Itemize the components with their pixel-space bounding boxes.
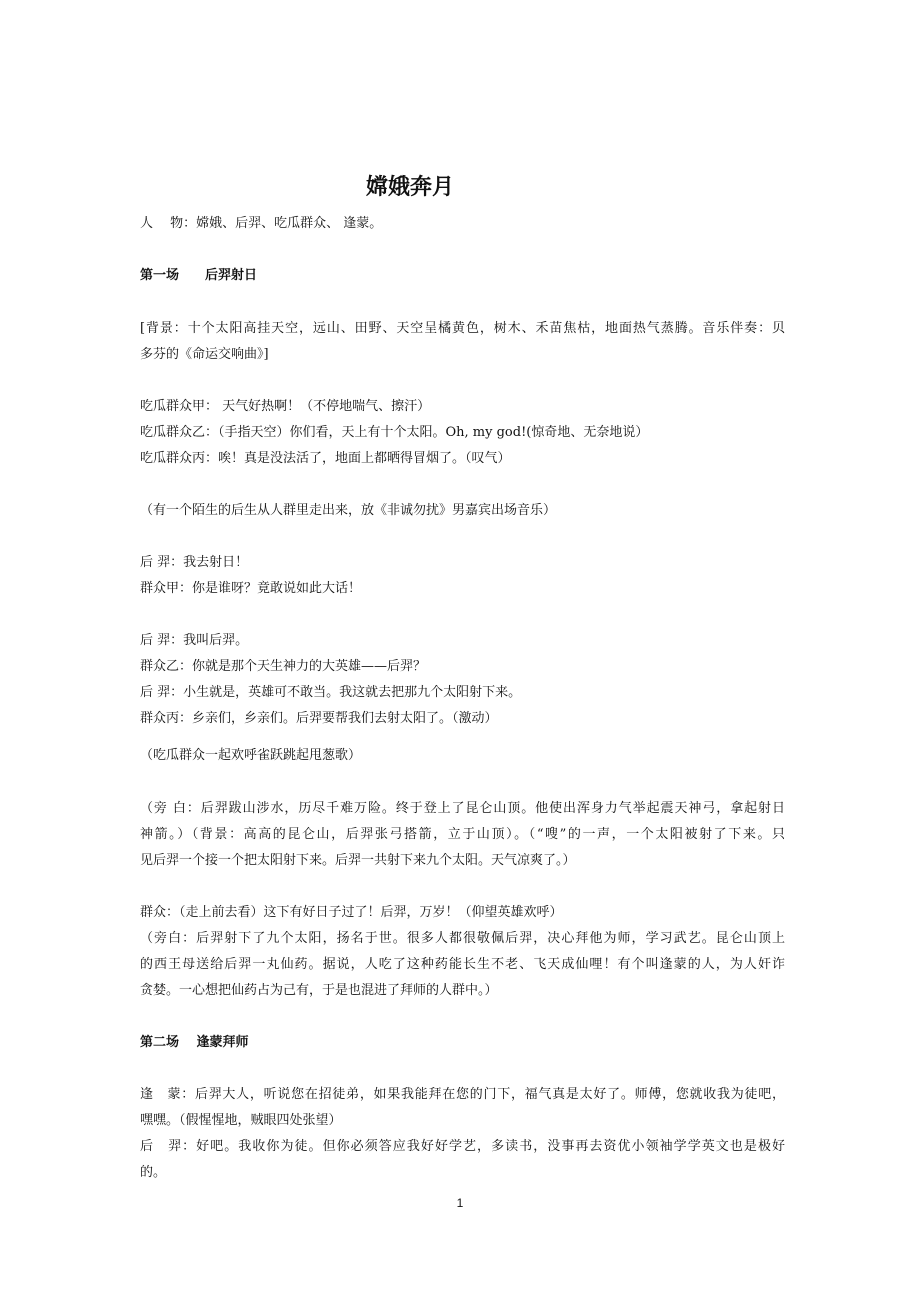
narration-line: 贪婪。一心想把仙药占为己有，于是也混进了拜师的人群中。） — [140, 983, 498, 998]
dialogue-line: 吃瓜群众乙：（手指天空）你们看，天上有十个太阳。Oh, my god!(惊奇地、无奈地说） — [140, 425, 649, 440]
scene-2-heading: 第二场 逢蒙拜师 — [140, 1035, 249, 1050]
page-number: 1 — [456, 1196, 464, 1210]
dialogue-line: 嘿嘿。（假惺惺地，贼眼四处张望） — [140, 1113, 342, 1128]
narration-line: 见后羿一个接一个把太阳射下来。后羿一共射下来九个太阳。天气凉爽了。） — [140, 853, 576, 868]
dialogue-line: 后 羿：好吧。我收你为徒。但你必须答应我好好学艺，多读书，没事再去资优小领袖学学英文也是极好 — [140, 1139, 785, 1154]
dialogue-line: 群众乙：你就是那个天生神力的大英雄——后羿？ — [140, 659, 427, 674]
dialogue-line: 吃瓜群众甲： 天气好热啊！（不停地喘气、擦汗） — [140, 399, 431, 414]
dialogue-line: 后 羿：我去射日！ — [140, 555, 249, 570]
background-line: [背景：十个太阳高挂天空，远山、田野、天空呈橘黄色，树木、禾苗焦枯，地面热气蒸腾。音乐伴奏：贝 — [140, 321, 785, 336]
narration-line: （旁 白：后羿跋山涉水，历尽千难万险。终于登上了昆仑山顶。他使出浑身力气举起震天神弓，拿起射日 — [140, 801, 785, 816]
dialogue-line: 逢 蒙：后羿大人，听说您在招徒弟，如果我能拜在您的门下，福气真是太好了。师傅，您就收我为徒吧， — [140, 1087, 785, 1102]
stage-direction: （有一个陌生的后生从人群里走出来，放《非诚勿扰》男嘉宾出场音乐） — [140, 503, 557, 518]
dialogue-line: 群众：（走上前去看）这下有好日子过了！后羿，万岁！（仰望英雄欢呼） — [140, 905, 563, 920]
dialogue-line: 后 羿：我叫后羿。 — [140, 633, 249, 648]
background-line: 多芬的《命运交响曲》] — [140, 347, 269, 362]
narration-line: 的西王母送给后羿一丸仙药。据说，人吃了这种药能长生不老、飞天成仙哩！有个叫逢蒙的人，为人奸诈 — [140, 957, 785, 972]
dialogue-line: 吃瓜群众丙：唉！真是没法活了，地面上都晒得冒烟了。（叹气） — [140, 451, 511, 466]
narration-line: （旁白：后羿射下了九个太阳，扬名于世。很多人都很敬佩后羿，决心拜他为师，学习武艺。昆仑山顶上 — [140, 931, 785, 946]
characters-line: 人 物：嫦娥、后羿、吃瓜群众、 逢蒙。 — [140, 216, 383, 231]
dialogue-line: 后 羿：小生就是，英雄可不敢当。我这就去把那九个太阳射下来。 — [140, 685, 522, 700]
page-title: 嫦娥奔月 — [365, 175, 454, 200]
dialogue-line: 的。 — [140, 1165, 167, 1180]
scene-1-heading: 第一场 后羿射日 — [140, 268, 258, 283]
dialogue-line: 群众丙：乡亲们，乡亲们。后羿要帮我们去射太阳了。（激动） — [140, 711, 498, 726]
stage-direction: （吃瓜群众一起欢呼雀跃跳起甩葱歌） — [140, 748, 362, 763]
dialogue-line: 群众甲：你是谁呀？竟敢说如此大话！ — [140, 581, 362, 596]
narration-line: 神箭。）（背景：高高的昆仑山，后羿张弓搭箭，立于山顶）。（“嗖”的一声，一个太阳被射了下来。只 — [140, 827, 785, 842]
